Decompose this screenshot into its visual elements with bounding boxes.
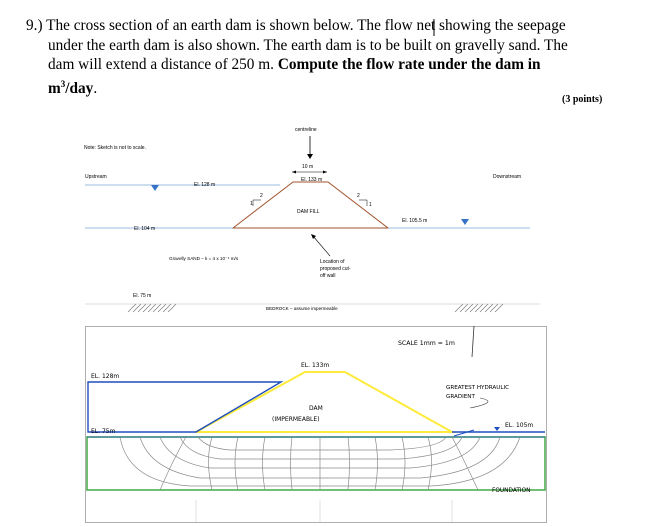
bedrock-elevation: El. 75 m <box>133 293 152 299</box>
upstream-water-marker <box>151 185 159 191</box>
centreline-label: centreline <box>295 127 317 133</box>
dam-outline <box>196 372 452 432</box>
dam-fill-label: DAM FILL <box>297 209 320 215</box>
question-line-2: under the earth dam is also shown. The earth dam is to be built on gravelly sand. The <box>48 36 568 54</box>
gradient-arrow <box>454 430 474 436</box>
flow-net-frame <box>86 327 547 523</box>
scale-tick <box>472 326 474 357</box>
flow-net-diagram <box>86 326 547 523</box>
unit-m: m <box>48 79 61 97</box>
bedrock-hatch-left <box>128 304 176 312</box>
sketch-note: Note: Sketch is not to scale. <box>84 145 146 151</box>
cutoff-label-1: Location of <box>320 259 345 265</box>
cross-section-diagram <box>84 127 540 312</box>
upstream-reservoir <box>88 382 281 432</box>
upstream-label: Upstream <box>85 174 107 180</box>
dam-body-outline <box>233 182 388 228</box>
cutoff-label-3: off wall <box>320 273 336 279</box>
gradient-label-1: GREATEST HYDRAULIC <box>446 385 510 391</box>
downstream-slope-indicator <box>359 200 367 206</box>
dam-label: DAM <box>309 405 323 412</box>
cutoff-arrow <box>313 236 330 256</box>
question-line-3-bold: Compute the flow rate under the dam in <box>277 56 541 73</box>
question-line-1: 9.) The cross section of an earth dam is shown below. The flow net showing the seepage <box>26 17 566 34</box>
downstream-water-marker <box>461 219 469 225</box>
downstream-slope-v: 2 <box>357 193 360 199</box>
foundation-label: FOUNDATION <box>492 488 531 494</box>
downstream-elevation: El. 105.5 m <box>402 218 428 224</box>
unit-end: . <box>93 79 98 97</box>
bedrock-hatch-right <box>455 304 503 312</box>
unit-rest: /day <box>65 79 94 97</box>
downstream-level-marker <box>494 427 500 431</box>
points-label: (3 points) <box>562 94 603 105</box>
cutoff-label-2: proposed cut- <box>320 266 351 272</box>
soil-label: Gravelly SAND – k = 4 x 10⁻⁴ m/s <box>169 256 239 261</box>
upstream-slope-indicator <box>253 200 261 206</box>
foundation-boundary <box>87 437 545 490</box>
grid-lines <box>196 500 452 522</box>
crest-elevation-handwritten: EL. 133m <box>301 362 330 369</box>
upstream-slope-v: 2 <box>260 193 263 199</box>
unit-sup: 3 <box>60 78 66 89</box>
upstream-slope-h: 1 <box>250 201 253 207</box>
gradient-label-2: GRADIENT <box>446 394 475 400</box>
crest-elevation: El. 133 m <box>301 177 323 183</box>
impermeable-label: (IMPERMEABLE) <box>272 416 320 423</box>
downstream-label: Downstream <box>493 174 522 180</box>
bedrock-label: BEDROCK – assume impermeable <box>266 306 338 311</box>
downstream-elevation-handwritten: EL. 105m <box>505 422 534 429</box>
upstream-elevation: El. 128 m <box>194 182 216 188</box>
crest-width-label: 10 m <box>302 164 314 170</box>
scale-label: SCALE 1mm = 1m <box>398 340 455 347</box>
question-line-3: dam will extend a distance of 250 m. <box>48 56 278 73</box>
downstream-slope-h: 1 <box>369 202 372 208</box>
ground-elevation: El. 104 m <box>134 226 156 232</box>
bedrock-elevation-handwritten: EL. 75m <box>91 428 116 435</box>
upstream-elevation-handwritten: EL. 128m <box>91 373 120 380</box>
